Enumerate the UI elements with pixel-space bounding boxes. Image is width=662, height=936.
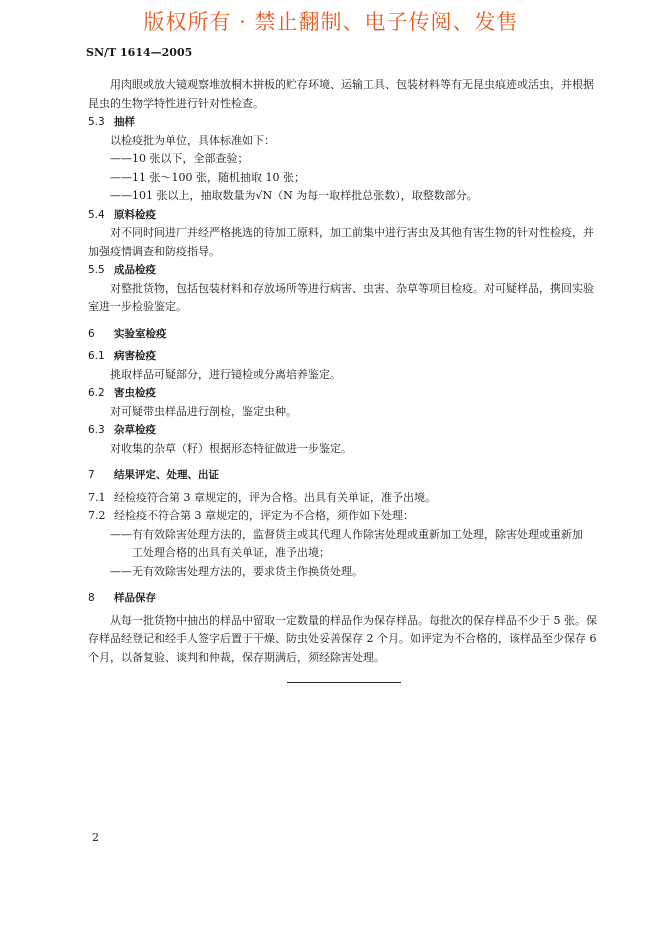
section-title: 结果评定、处理、出证	[114, 469, 219, 481]
section-6-2-heading	[88, 384, 604, 403]
section-5-4-heading	[88, 206, 604, 225]
section-number: 7.2	[88, 509, 106, 522]
page-body	[88, 76, 604, 667]
sampling-item: ——10 张以下，全部查验；	[110, 152, 249, 165]
section-number: 5.5	[88, 264, 105, 276]
section-title: 样品保存	[114, 592, 156, 604]
intro-paragraph: 用肉眼或放大镜观察堆放桐木拼板的贮存环境、运输工具、包装材料等有无昆虫痕迹或活虫，并根据昆虫的生物学特性进行针对性检查。	[88, 78, 594, 110]
section-title: 成品检疫	[114, 264, 156, 276]
section-7-heading	[88, 466, 604, 485]
page-number: 2	[92, 831, 99, 844]
section-6-1-text: 挑取样品可疑部分，进行镜检或分离培养鉴定。	[110, 367, 341, 381]
section-5-5-text: 对整批货物，包括包装材料和存放场所等进行病害、虫害、杂草等项目检疫。对可疑样品，携回实验室进一步检验鉴定。	[88, 281, 594, 313]
end-rule	[287, 682, 401, 683]
section-title: 害虫检疫	[114, 387, 156, 399]
section-8-text: 从每一批货物中抽出的样品中留取一定数量的样品作为保存样品。每批次的保存样品不少于 5 张。保存样品经登记和经手人签字后置于干燥、防虫处妥善保存 2 个月。如评定为不合格的，该样品至少保存 6 个月，以备复验、谈判和仲裁，保存期满后，须经除害处理。	[88, 613, 597, 664]
sampling-item: ——101 张以上，抽取数量为√N（N 为每一取样批总张数），取整数部分。	[110, 189, 478, 202]
section-number: 8	[88, 592, 95, 604]
treatment-item-continued: 工处理合格的出具有关单证，准予出境；	[132, 546, 330, 559]
section-number: 6.3	[88, 424, 105, 436]
section-number: 5.4	[88, 208, 105, 221]
section-6-3-text: 对收集的杂草（籽）根据形态特征做进一步鉴定。	[110, 441, 352, 455]
section-6-2-text: 对可疑带虫样品进行剖检，鉴定虫种。	[110, 404, 297, 418]
section-number: 7.1	[88, 490, 106, 504]
section-title: 杂草检疫	[114, 424, 156, 436]
section-title: 病害检疫	[114, 350, 156, 362]
section-number: 7	[88, 469, 95, 481]
section-6-1-heading	[88, 347, 604, 366]
treatment-item: ——无有效除害处理方法的，要求货主作换货处理。	[110, 564, 363, 578]
treatment-item: ——有有效除害处理方法的，监督货主或其代理人作除害处理或重新加工处理，除害处理或重新加	[110, 527, 583, 541]
section-number: 5.3	[88, 116, 105, 128]
watermark: 版权所有 · 禁止翻制、电子传阅、发售	[143, 10, 519, 34]
section-title: 抽样	[114, 116, 135, 128]
section-number: 6.2	[88, 387, 105, 399]
sampling-item: ——11 张～100 张，随机抽取 10 张；	[110, 170, 305, 184]
section-5-4-text: 对不同时间进厂并经严格挑选的待加工原料，加工前集中进行害虫及其他有害生物的针对性检疫，并加强疫情调查和防疫指导。	[88, 226, 594, 258]
section-title: 实验室检疫	[114, 327, 167, 340]
section-7-1-text	[88, 489, 604, 508]
section-6-3-heading	[88, 421, 604, 440]
section-7-2-text	[88, 507, 604, 526]
document-number: SN/T 1614—2005	[86, 46, 193, 59]
clause-text: 经检疫符合第 3 章规定的，评为合格。出具有关单证，准予出境。	[114, 490, 436, 504]
section-number: 6	[88, 327, 95, 340]
section-5-3-heading	[88, 113, 604, 132]
clause-text: 经检疫不符合第 3 章规定的，评定为不合格，须作如下处理：	[114, 509, 414, 522]
sampling-lead: 以检疫批为单位，具体标准如下：	[110, 133, 275, 147]
section-6-heading	[88, 325, 604, 344]
section-number: 6.1	[88, 350, 105, 362]
section-5-5-heading	[88, 261, 604, 280]
section-8-heading	[88, 589, 604, 608]
section-title: 原料检疫	[114, 208, 156, 221]
